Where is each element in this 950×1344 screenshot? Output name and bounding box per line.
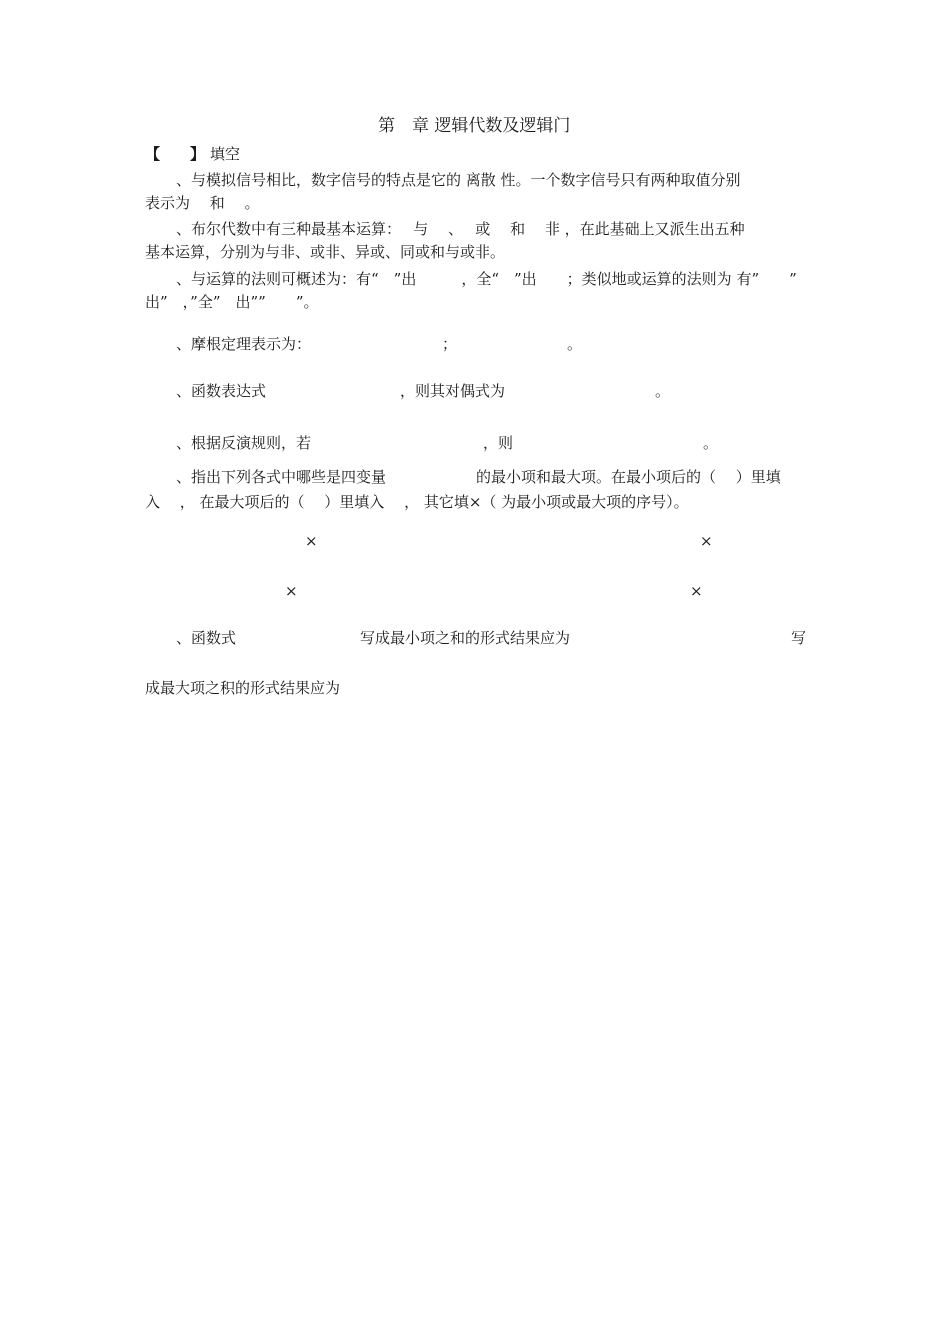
answer-mark-4: × (690, 582, 703, 600)
question-8-end: 写 (791, 629, 807, 647)
section-bracket: 【 】 (145, 145, 206, 163)
section-label: 填空 (210, 145, 241, 163)
question-3-line-1: 、与运算的法则可概述为：有“ ”出 ，全“ ”出 ；类似地或运算的法则为 有” ” (176, 270, 797, 288)
question-7-lead: 、指出下列各式中哪些是四变量 (176, 468, 387, 486)
question-8-line-2: 成最大项之积的形式结果应为 (145, 679, 341, 697)
question-4-lead: 、摩根定理表示为： (176, 335, 312, 353)
answer-mark-2: × (700, 532, 713, 550)
question-5-end: 。 (655, 382, 671, 400)
question-4-separator: ； (442, 335, 458, 353)
question-5-lead: 、函数表达式 (176, 382, 267, 400)
question-5-middle: ，则其对偶式为 (400, 382, 506, 400)
question-1-line-1: 、与模拟信号相比，数字信号的特点是它的 离散 性。一个数字信号只有两种取值分别 (176, 171, 741, 189)
question-2-line-2: 基本运算，分别为与非、或非、异或、同或和与或非。 (145, 243, 506, 261)
question-6-middle: ，则 (483, 434, 514, 452)
question-6-lead: 、根据反演规则，若 (176, 434, 312, 452)
question-7-line-2: 入 ， 在最大项后的（ ）里填入 ， 其它填×（ 为最小项或最大项的序号）。 (145, 493, 689, 511)
answer-mark-1: × (305, 532, 318, 550)
question-1-line-2: 表示为 和 。 (145, 194, 260, 212)
question-8-lead: 、函数式 (176, 629, 237, 647)
question-4-end: 。 (567, 335, 583, 353)
chapter-title: 第 章 逻辑代数及逻辑门 (378, 116, 571, 136)
question-2-line-1: 、布尔代数中有三种最基本运算： 与 、 或 和 非 ，在此基础上又派生出五种 (176, 220, 745, 238)
question-6-end: 。 (703, 434, 719, 452)
answer-mark-3: × (285, 582, 298, 600)
question-7-middle: 的最小项和最大项。在最小项后的（ ）里填 (476, 468, 781, 486)
question-8-middle: 写成最小项之和的形式结果应为 (360, 629, 571, 647)
question-3-line-2: 出” ，”全” 出”” ”。 (145, 293, 319, 311)
